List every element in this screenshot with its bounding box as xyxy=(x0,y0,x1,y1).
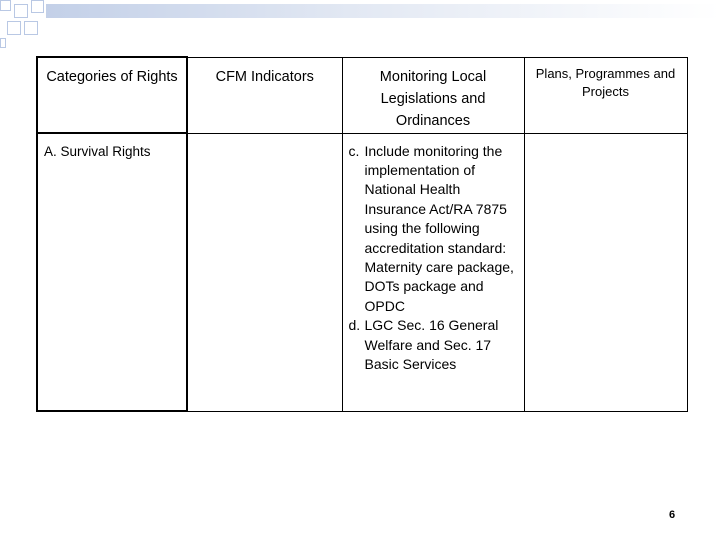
header-plans: Plans, Programmes and Projects xyxy=(524,57,687,133)
header-cfm-indicators: CFM Indicators xyxy=(187,57,342,133)
table-row xyxy=(37,133,687,411)
list-item xyxy=(349,316,520,374)
list-marker: c. xyxy=(348,142,360,159)
decor-square xyxy=(0,38,6,48)
decor-square xyxy=(24,21,38,35)
list-text: Include monitoring the implementation of National Health Insurance Act/RA 7875 using the following accreditation standard: Maternity care package, DOTs package and OPDC xyxy=(364,142,514,314)
decor-square xyxy=(14,4,28,18)
header-categories: Categories of Rights xyxy=(37,57,187,133)
decor-square xyxy=(31,0,44,13)
decor-square xyxy=(0,0,11,11)
decor-square xyxy=(7,21,21,35)
cell-indicators xyxy=(187,133,342,411)
cell-category: A. Survival Rights xyxy=(37,133,187,411)
list-text: LGC Sec. 16 General Welfare and Sec. 17 Basic Services xyxy=(364,317,499,372)
cell-plans xyxy=(524,133,687,411)
header-monitoring: Monitoring Local Legislations and Ordinances xyxy=(342,57,524,133)
list-item xyxy=(349,142,520,317)
cfm-table xyxy=(36,56,688,412)
slide-decoration xyxy=(0,0,720,50)
list-marker: d. xyxy=(348,317,361,334)
page-number: 6 xyxy=(668,509,676,521)
title-gradient-bar xyxy=(46,4,720,18)
table-header-row xyxy=(37,57,687,133)
cell-legislations xyxy=(342,133,524,411)
